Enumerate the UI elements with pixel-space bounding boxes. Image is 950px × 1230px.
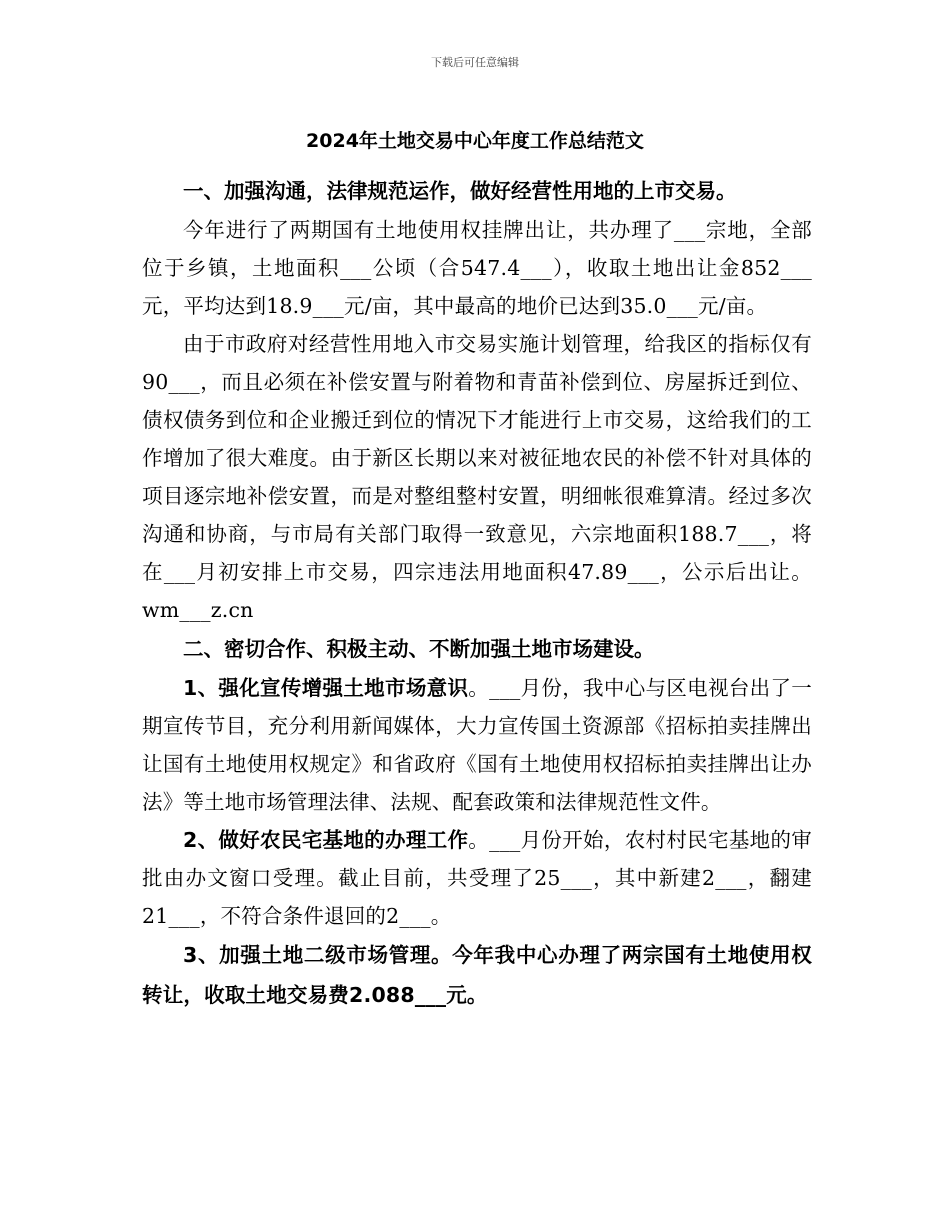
page-title: 2024年土地交易中心年度工作总结范文 [306,130,644,152]
item-1-body: 。___月份，我中心与区电视台出了一期宣传节目，充分利用新闻媒体，大力宣传国土资源部《招标拍卖挂牌出让国有土地使用权规定》和省政府《国有土地使用权招标拍卖挂牌出让办法》等土地市场管理法律、法规、配套政策和法律规范性文件。 [142,676,812,814]
item-2-lead: 2、做好农民宅基地的办理工作 [183,828,469,852]
paragraph-item-1 [142,669,812,821]
paragraph: 由于市政府对经营性用地入市交易实施计划管理，给我区的指标仅有90___，而且必须在补偿安置与附着物和青苗补偿到位、房屋拆迁到位、债权债务到位和企业搬迁到位的情况下才能进行上市交易，这给我们的工作增加了很大难度。由于新区长期以来对被征地农民的补偿不针对具体的项目逐宗地补偿安置，而是对整组整村安置，明细帐很难算清。经过多次沟通和协商，与市局有关部门取得一致意见，六宗地面积188.7___，将在___月初安排上市交易，四宗违法用地面积47.89___，公示后出让。wm___z.cn [142,332,812,622]
item-1-lead: 1、强化宣传增强土地市场意识 [183,676,469,700]
item-2-body: 。___月份开始，农村村民宅基地的审批由办文窗口受理。截止目前，共受理了25___，其中新建2___，翻建21___，不符合条件退回的2___。 [142,828,812,928]
paragraph-item-2 [142,821,812,935]
section-2-heading: 二、密切合作、积极主动、不断加强土地市场建设。 [183,637,655,661]
header-note: 下载后可任意编辑 [431,56,519,69]
section-1-heading: 一、加强沟通，法律规范运作，做好经营性用地的上市交易。 [183,179,737,203]
paragraph: 今年进行了两期国有土地使用权挂牌出让，共办理了___宗地，全部位于乡镇，土地面积___公顷（合547.4___），收取土地出让金852___元，平均达到18.9___元/亩，其中最高的地价已达到35.0___元/亩。 [142,218,812,318]
document-body [142,171,812,1015]
paragraph-item-3: 3、加强土地二级市场管理。今年我中心办理了两宗国有土地使用权转让，收取土地交易费2.088___元。 [142,943,812,1007]
